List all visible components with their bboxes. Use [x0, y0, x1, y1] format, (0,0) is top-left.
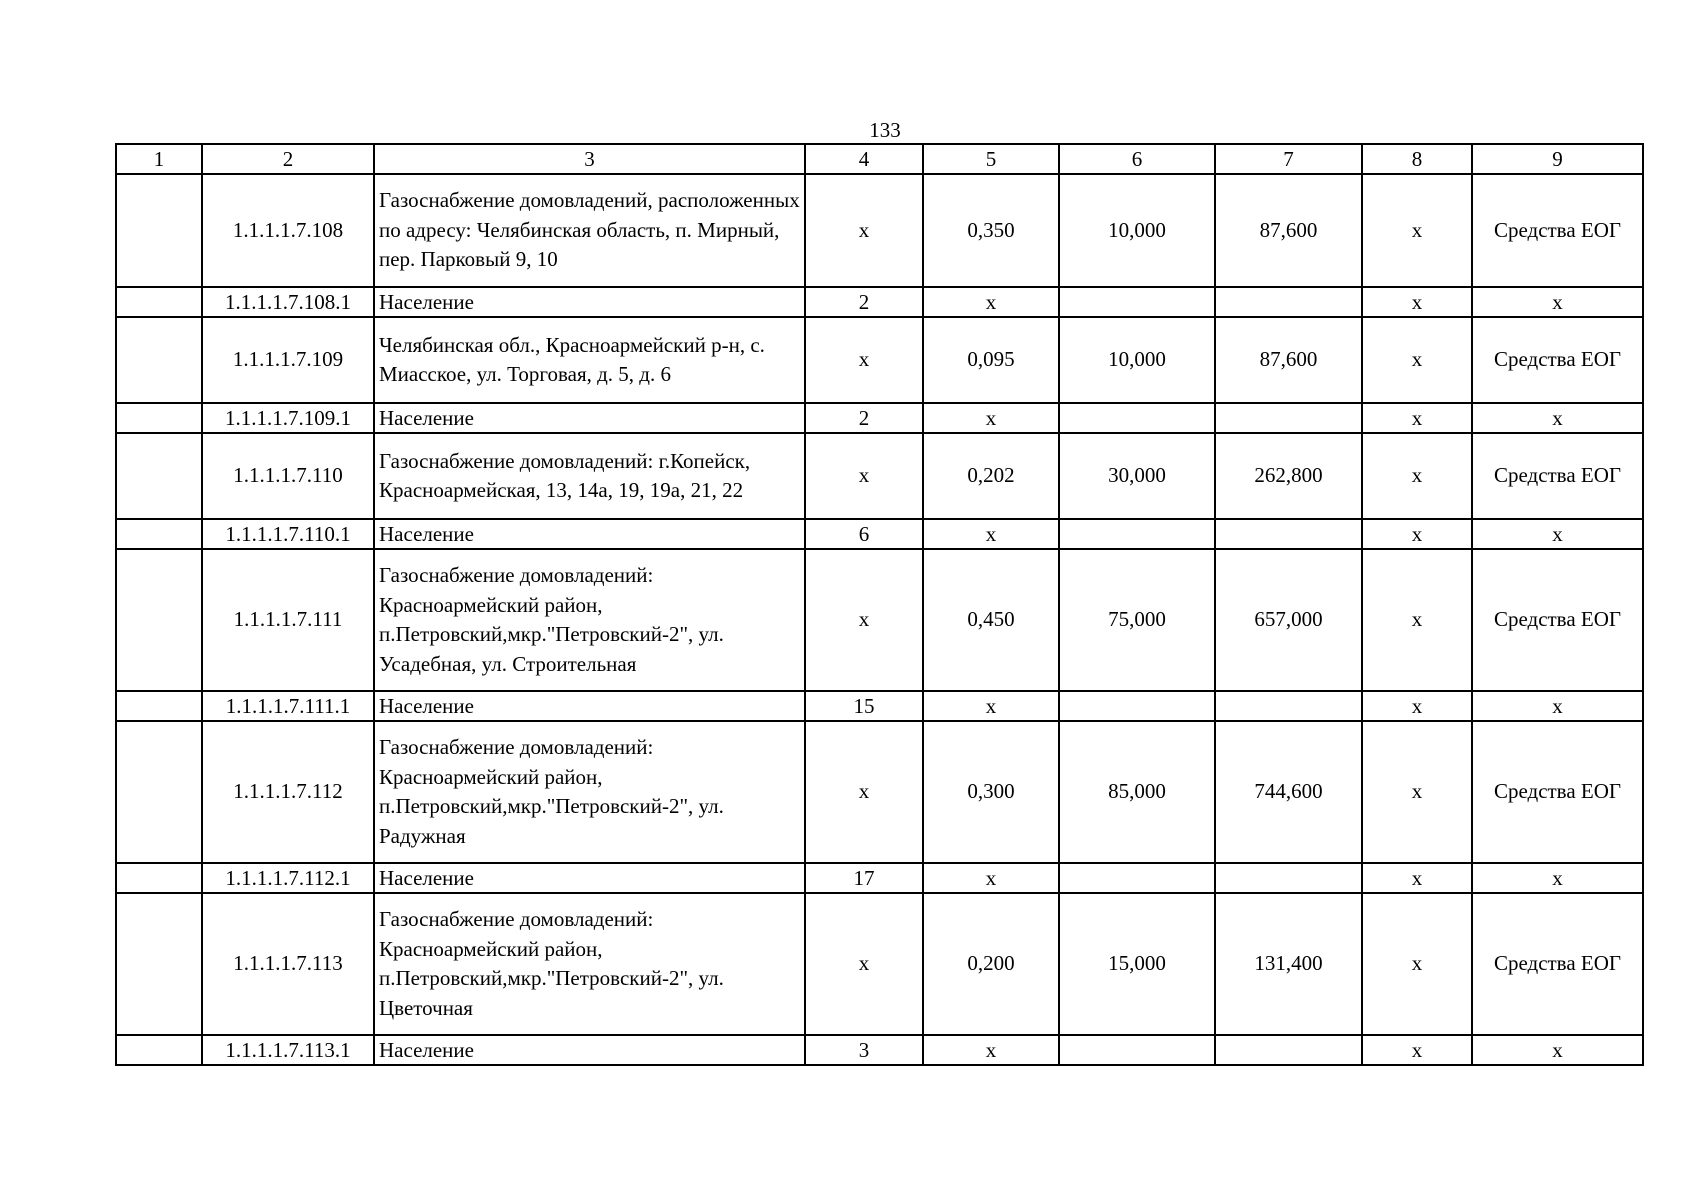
row-number-cell	[116, 1035, 202, 1065]
col4-cell: х	[805, 893, 923, 1035]
col8-cell: х	[1362, 519, 1472, 549]
col5-cell: х	[923, 287, 1059, 317]
table-row	[116, 893, 1643, 1035]
data-table	[115, 143, 1644, 1066]
col4-cell: х	[805, 433, 923, 519]
table-subrow	[116, 519, 1643, 549]
header-cell: 5	[923, 144, 1059, 174]
col9-cell: Средства ЕОГ	[1472, 549, 1643, 691]
table-row	[116, 549, 1643, 691]
code-cell: 1.1.1.1.7.108	[202, 174, 374, 287]
code-cell: 1.1.1.1.7.113	[202, 893, 374, 1035]
col4-cell: х	[805, 317, 923, 403]
code-cell: 1.1.1.1.7.109.1	[202, 403, 374, 433]
col6-cell	[1059, 519, 1215, 549]
header-cell: 3	[374, 144, 805, 174]
header-cell: 1	[116, 144, 202, 174]
col7-cell: 744,600	[1215, 721, 1362, 863]
row-number-cell	[116, 433, 202, 519]
col7-cell	[1215, 863, 1362, 893]
col5-cell: 0,200	[923, 893, 1059, 1035]
header-cell: 9	[1472, 144, 1643, 174]
col6-cell	[1059, 691, 1215, 721]
col7-cell: 87,600	[1215, 317, 1362, 403]
col8-cell: х	[1362, 691, 1472, 721]
table-subrow	[116, 863, 1643, 893]
col5-cell: 0,350	[923, 174, 1059, 287]
header-cell: 8	[1362, 144, 1472, 174]
col9-cell: х	[1472, 691, 1643, 721]
col9-cell: х	[1472, 863, 1643, 893]
header-cell: 7	[1215, 144, 1362, 174]
name-cell: Газоснабжение домовладений: г.Копейск, Красноармейская, 13, 14а, 19, 19а, 21, 22	[374, 433, 805, 519]
name-cell: Население	[374, 863, 805, 893]
name-cell: Газоснабжение домовладений: Красноармейский район, п.Петровский,мкр."Петровский-2", ул. Радужная	[374, 721, 805, 863]
col9-cell: Средства ЕОГ	[1472, 433, 1643, 519]
row-number-cell	[116, 317, 202, 403]
col4-cell: 2	[805, 287, 923, 317]
row-number-cell	[116, 721, 202, 863]
col6-cell	[1059, 287, 1215, 317]
col7-cell: 262,800	[1215, 433, 1362, 519]
col4-cell: х	[805, 549, 923, 691]
col9-cell: х	[1472, 403, 1643, 433]
col8-cell: х	[1362, 893, 1472, 1035]
table-subrow	[116, 287, 1643, 317]
col9-cell: Средства ЕОГ	[1472, 721, 1643, 863]
col6-cell	[1059, 863, 1215, 893]
col9-cell: х	[1472, 519, 1643, 549]
col4-cell: х	[805, 174, 923, 287]
col6-cell	[1059, 1035, 1215, 1065]
col8-cell: х	[1362, 1035, 1472, 1065]
code-cell: 1.1.1.1.7.109	[202, 317, 374, 403]
name-cell: Население	[374, 287, 805, 317]
name-cell: Газоснабжение домовладений: Красноармейский район, п.Петровский,мкр."Петровский-2", ул. Цветочная	[374, 893, 805, 1035]
col5-cell: х	[923, 863, 1059, 893]
col4-cell: 15	[805, 691, 923, 721]
col8-cell: х	[1362, 317, 1472, 403]
col8-cell: х	[1362, 403, 1472, 433]
col4-cell: 6	[805, 519, 923, 549]
col7-cell	[1215, 287, 1362, 317]
col7-cell	[1215, 519, 1362, 549]
row-number-cell	[116, 893, 202, 1035]
col9-cell: Средства ЕОГ	[1472, 317, 1643, 403]
header-cell: 2	[202, 144, 374, 174]
col7-cell: 131,400	[1215, 893, 1362, 1035]
row-number-cell	[116, 519, 202, 549]
table-row	[116, 721, 1643, 863]
row-number-cell	[116, 863, 202, 893]
row-number-cell	[116, 549, 202, 691]
col8-cell: х	[1362, 721, 1472, 863]
col4-cell: 2	[805, 403, 923, 433]
code-cell: 1.1.1.1.7.110	[202, 433, 374, 519]
row-number-cell	[116, 691, 202, 721]
col6-cell: 75,000	[1059, 549, 1215, 691]
col7-cell	[1215, 1035, 1362, 1065]
col6-cell	[1059, 403, 1215, 433]
col7-cell: 657,000	[1215, 549, 1362, 691]
code-cell: 1.1.1.1.7.112.1	[202, 863, 374, 893]
name-cell: Население	[374, 1035, 805, 1065]
col6-cell: 15,000	[1059, 893, 1215, 1035]
col5-cell: 0,095	[923, 317, 1059, 403]
col7-cell	[1215, 403, 1362, 433]
col4-cell: х	[805, 721, 923, 863]
name-cell: Население	[374, 691, 805, 721]
col4-cell: 3	[805, 1035, 923, 1065]
table-row	[116, 433, 1643, 519]
col5-cell: х	[923, 519, 1059, 549]
col9-cell: х	[1472, 287, 1643, 317]
col5-cell: 0,450	[923, 549, 1059, 691]
table-subrow	[116, 691, 1643, 721]
col7-cell: 87,600	[1215, 174, 1362, 287]
row-number-cell	[116, 403, 202, 433]
col5-cell: х	[923, 1035, 1059, 1065]
col9-cell: Средства ЕОГ	[1472, 893, 1643, 1035]
table-row	[116, 174, 1643, 287]
code-cell: 1.1.1.1.7.108.1	[202, 287, 374, 317]
name-cell: Газоснабжение домовладений, расположенных по адресу: Челябинская область, п. Мирный, пер. Парковый 9, 10	[374, 174, 805, 287]
col6-cell: 30,000	[1059, 433, 1215, 519]
col6-cell: 85,000	[1059, 721, 1215, 863]
col8-cell: х	[1362, 287, 1472, 317]
code-cell: 1.1.1.1.7.110.1	[202, 519, 374, 549]
col8-cell: х	[1362, 433, 1472, 519]
col4-cell: 17	[805, 863, 923, 893]
header-row	[116, 144, 1643, 174]
col8-cell: х	[1362, 549, 1472, 691]
code-cell: 1.1.1.1.7.111.1	[202, 691, 374, 721]
code-cell: 1.1.1.1.7.111	[202, 549, 374, 691]
page-number: 133	[869, 118, 901, 142]
col8-cell: х	[1362, 174, 1472, 287]
code-cell: 1.1.1.1.7.112	[202, 721, 374, 863]
col5-cell: х	[923, 691, 1059, 721]
name-cell: Газоснабжение домовладений: Красноармейский район, п.Петровский,мкр."Петровский-2", ул. Усадебная, ул. Строительная	[374, 549, 805, 691]
table-subrow	[116, 1035, 1643, 1065]
row-number-cell	[116, 174, 202, 287]
name-cell: Население	[374, 403, 805, 433]
col6-cell: 10,000	[1059, 174, 1215, 287]
col5-cell: х	[923, 403, 1059, 433]
col8-cell: х	[1362, 863, 1472, 893]
row-number-cell	[116, 287, 202, 317]
col9-cell: х	[1472, 1035, 1643, 1065]
col6-cell: 10,000	[1059, 317, 1215, 403]
name-cell: Население	[374, 519, 805, 549]
header-cell: 4	[805, 144, 923, 174]
col9-cell: Средства ЕОГ	[1472, 174, 1643, 287]
col5-cell: 0,300	[923, 721, 1059, 863]
col7-cell	[1215, 691, 1362, 721]
table-subrow	[116, 403, 1643, 433]
code-cell: 1.1.1.1.7.113.1	[202, 1035, 374, 1065]
table-row	[116, 317, 1643, 403]
name-cell: Челябинская обл., Красноармейский р-н, с. Миасское, ул. Торговая, д. 5, д. 6	[374, 317, 805, 403]
col5-cell: 0,202	[923, 433, 1059, 519]
header-cell: 6	[1059, 144, 1215, 174]
